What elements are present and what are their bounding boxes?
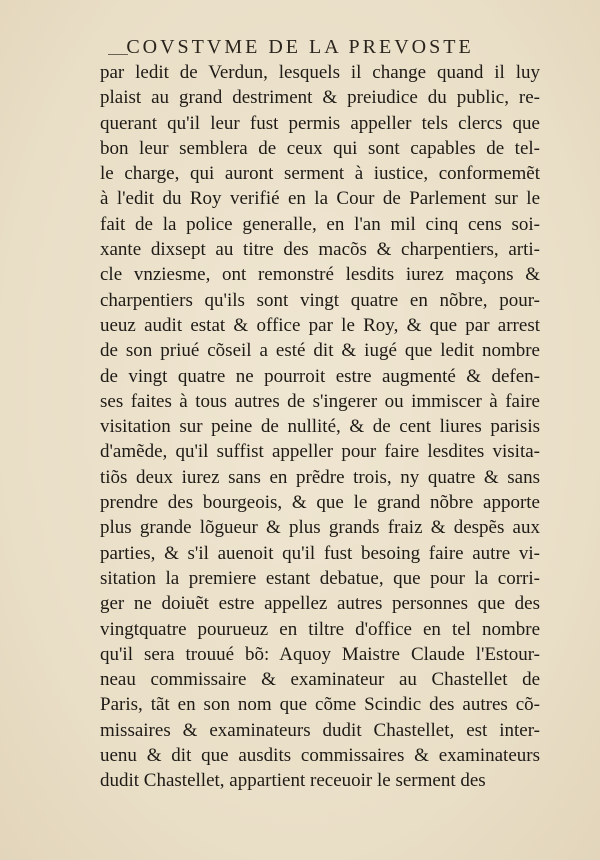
text-line: plaist au grand destriment & preiudice du public, re-	[100, 87, 540, 109]
text-line: charpentiers qu'ils sont vingt quatre en nõbre, pour-	[100, 289, 540, 311]
text-line: sitation la premiere estant debatue, que pour la corri-	[100, 567, 540, 589]
text-line: vingtquatre pourueuz en tiltre d'office en tel nombre	[100, 618, 540, 640]
text-line: prendre des bourgeois, & que le grand nõbre apporte	[100, 492, 540, 514]
text-line: fait de la police generalle, en l'an mil cinq cens soi-	[100, 213, 540, 235]
text-line: neau commissaire & examinateur au Chastellet de	[100, 669, 540, 691]
text-line: bon leur semblera de ceux qui sont capables de tel-	[100, 137, 540, 159]
text-line: cle vnziesme, ont remonstré lesdits iurez maçons &	[100, 264, 540, 286]
text-line: uenu & dit que ausdits commissaires & examinateurs	[100, 745, 540, 767]
text-line: d'amẽde, qu'il suffist appeller pour faire lesdites visita-	[100, 441, 540, 463]
text-line: missaires & examinateurs dudit Chastellet, est inter-	[100, 719, 540, 741]
text-line: le charge, qui auront serment à iustice, conformemẽt	[100, 163, 540, 185]
text-line: tiõs deux iurez sans en prẽdre trois, ny quatre & sans	[100, 466, 540, 488]
text-line: visitation sur peine de nullité, & de cent liures parisis	[100, 416, 540, 438]
text-line: dudit Chastellet, appartient receuoir le serment des	[100, 770, 486, 792]
text-line: ger ne doiuẽt estre appellez autres personnes que des	[100, 593, 540, 615]
text-line: de vingt quatre ne pourroit estre augmenté & defen-	[100, 365, 540, 387]
body-text	[100, 60, 540, 794]
running-header: COVSTVME DE LA PREVOSTE	[126, 36, 474, 58]
text-line: plus grande lõgueur & plus grands fraiz & despẽs aux	[100, 517, 540, 539]
text-line: parties, & s'il auenoit qu'il fust besoing faire autre vi-	[100, 542, 540, 564]
text-line: Paris, tãt en son nom que cõme Scindic des autres cõ-	[100, 694, 540, 716]
text-line: querant qu'il leur fust permis appeller tels clercs que	[100, 112, 540, 134]
text-line: à l'edit du Roy verifié en la Cour de Parlement sur le	[100, 188, 540, 210]
text-line: ses faites à tous autres de s'ingerer ou immiscer à faire	[100, 390, 540, 412]
text-line: ueuz audit estat & office par le Roy, & que par arrest	[100, 314, 540, 336]
text-line: xante dixsept au titre des macõs & charpentiers, arti-	[100, 239, 540, 261]
text-line: par ledit de Verdun, lesquels il change quand il luy	[100, 62, 540, 83]
text-line: qu'il sera trouué bõ: Aquoy Maistre Claude l'Estour-	[100, 643, 540, 665]
text-line: de son priué cõseil a esté dit & iugé que ledit nombre	[100, 340, 540, 362]
